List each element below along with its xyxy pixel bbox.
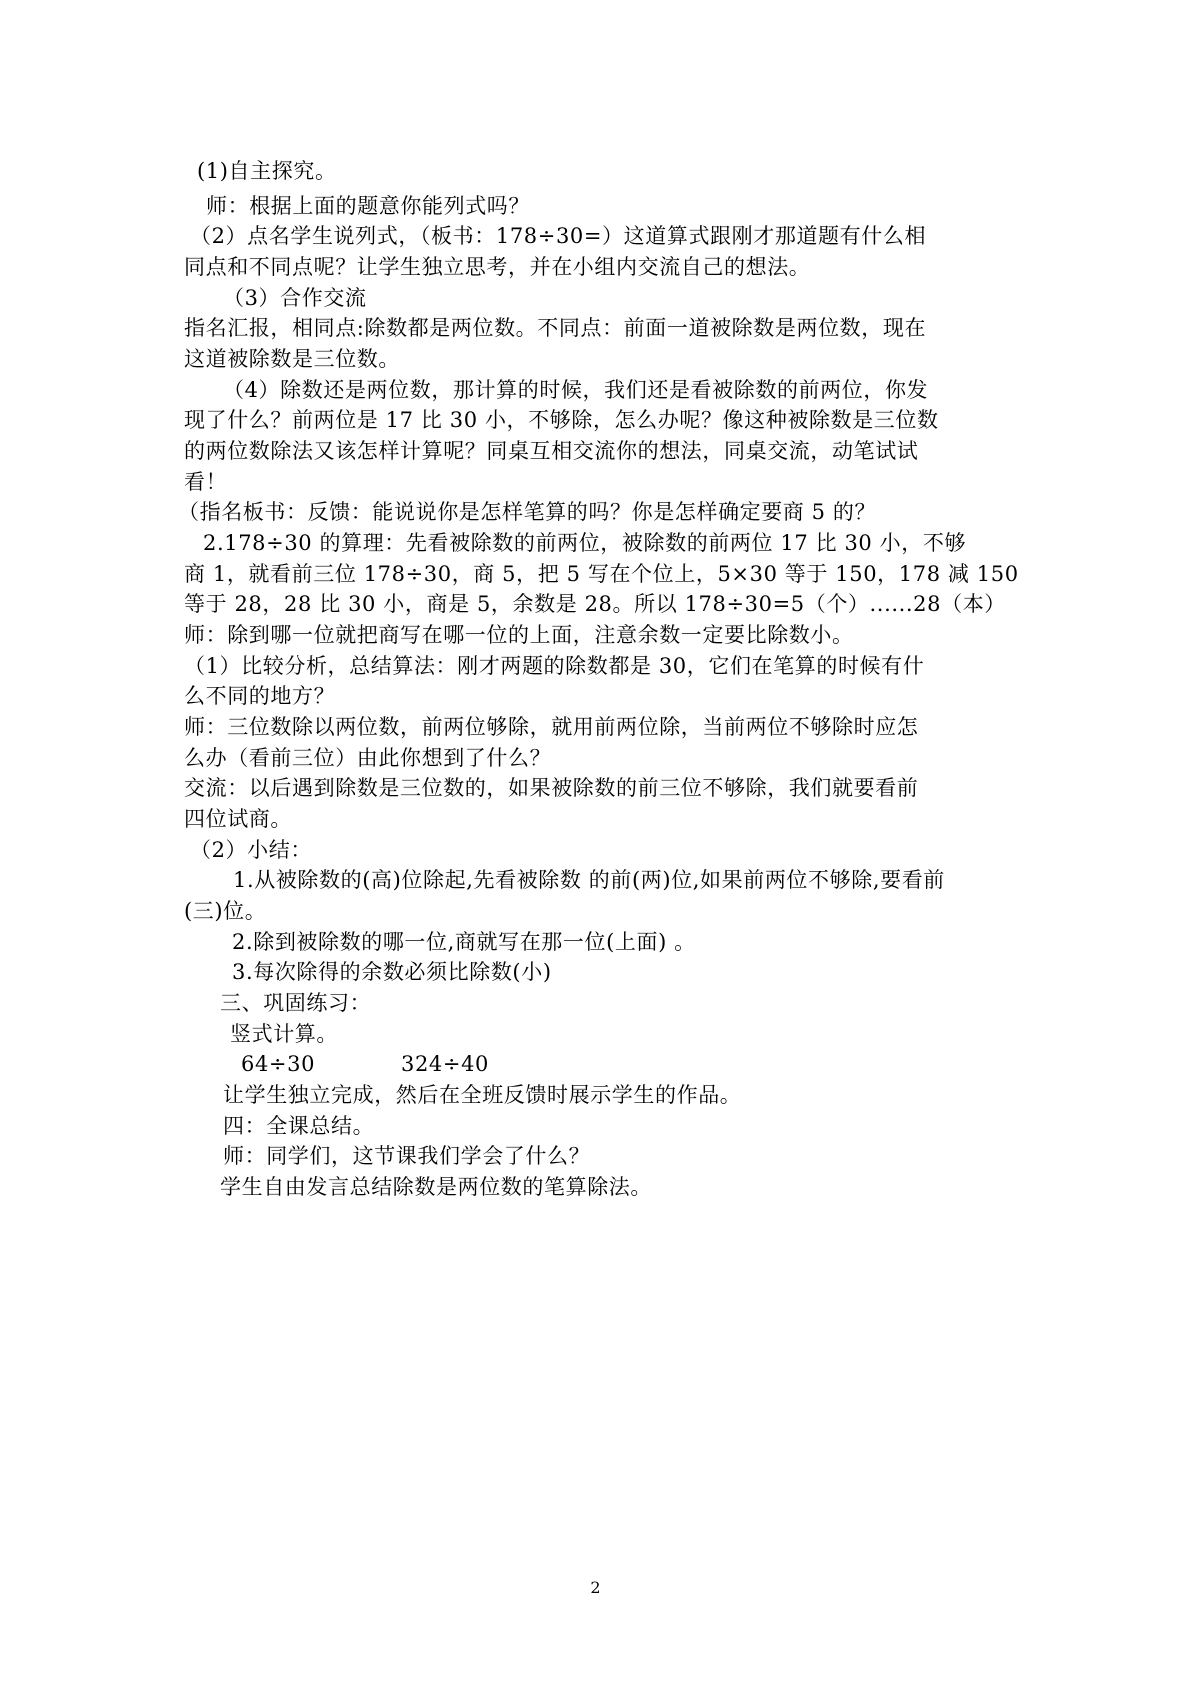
text-line: 看！ <box>184 470 228 494</box>
text-line: （2）点名学生说列式，（板书：178÷30=）这道算式跟刚才那道题有什么相 <box>190 224 927 248</box>
text-line: 2.178÷30 的算理：先看被除数的前两位，被除数的前两位 17 比 30 小，不够 <box>203 531 967 555</box>
text-line: 让学生独立完成，然后在全班反馈时展示学生的作品。 <box>223 1083 742 1107</box>
text-line: 1.从被除数的(高)位除起,先看被除数 的前(两)位,如果前两位不够除,要看前 <box>233 868 945 892</box>
text-line: 2.除到被除数的哪一位,商就写在那一位(上面) 。 <box>232 930 696 954</box>
text-line: （2）小结： <box>190 838 312 862</box>
text-line: 的两位数除法又该怎样计算呢？同桌互相交流你的想法，同桌交流，动笔试试 <box>184 439 919 463</box>
text-line: 这道被除数是三位数。 <box>184 347 400 371</box>
text-line: 四：全课总结。 <box>223 1114 375 1138</box>
text-line: 师：三位数除以两位数，前两位够除，就用前两位除，当前两位不够除时应怎 <box>184 715 919 739</box>
text-line: 现了什么？前两位是 17 比 30 小，不够除，怎么办呢？像这种被除数是三位数 <box>184 408 939 432</box>
text-line: (三)位。 <box>184 899 267 923</box>
text-line: 交流：以后遇到除数是三位数的，如果被除数的前三位不够除，我们就要看前 <box>184 776 919 800</box>
text-line: 师：除到哪一位就把商写在哪一位的上面，注意余数一定要比除数小。 <box>184 623 854 647</box>
text-line: 么不同的地方？ <box>184 684 336 708</box>
text-line: 等于 28，28 比 30 小，商是 5，余数是 28。所以 178÷30=5（个）......28（本） <box>184 592 1006 616</box>
text-line: （4）除数还是两位数，那计算的时候，我们还是看被除数的前两位，你发 <box>223 378 929 402</box>
text-line: 3.每次除得的余数必须比除数(小) <box>232 960 552 984</box>
text-line: 师：同学们，这节课我们学会了什么？ <box>223 1144 591 1168</box>
text-line: 三、巩固练习： <box>220 991 372 1015</box>
text-line: 师：根据上面的题意你能列式吗？ <box>206 194 530 218</box>
text-line: （1）比较分析，总结算法：刚才两题的除数都是 30，它们在笔算的时候有什 <box>184 654 925 678</box>
text-line: 竖式计算。 <box>230 1022 338 1046</box>
text-line: （指名板书：反馈：能说说你是怎样笔算的吗？你是怎样确定要商 5 的？ <box>178 500 877 524</box>
text-line: 指名汇报，相同点:除数都是两位数。不同点：前面一道被除数是两位数，现在 <box>184 316 927 340</box>
text-line: 同点和不同点呢？让学生独立思考，并在小组内交流自己的想法。 <box>184 255 811 279</box>
text-line: 64÷30 <box>241 1052 316 1076</box>
text-line: （3）合作交流 <box>223 286 367 310</box>
text-line: 商 1，就看前三位 178÷30，商 5，把 5 写在个位上，5×30 等于 150，178 减 150 <box>184 562 1019 586</box>
text-line: 么办（看前三位）由此你想到了什么？ <box>184 746 552 770</box>
text-line: (1)自主探究。 <box>197 159 337 183</box>
text-line: 四位试商。 <box>184 807 292 831</box>
text-line: 324÷40 <box>401 1052 489 1076</box>
page-number: 2 <box>590 1578 601 1597</box>
text-line: 学生自由发言总结除数是两位数的笔算除法。 <box>220 1175 652 1199</box>
